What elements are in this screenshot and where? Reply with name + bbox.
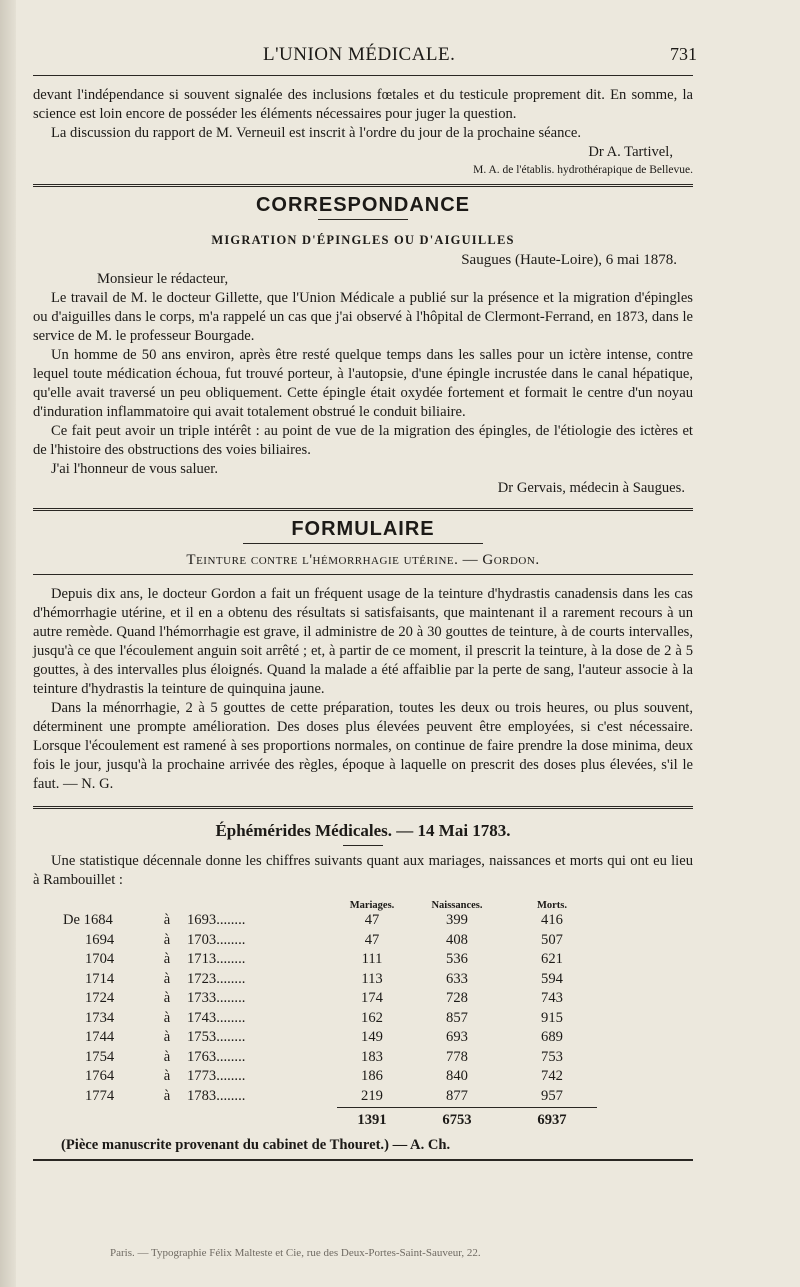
title-underline (243, 543, 483, 544)
period-sep: à (163, 990, 171, 1006)
table-row (63, 1068, 597, 1088)
period-end: 1753........ (187, 1029, 246, 1045)
title-underline (318, 219, 408, 220)
naissances-cell: 693 (446, 1029, 468, 1045)
period-start: 1714 (85, 970, 115, 987)
table-row (63, 1010, 597, 1030)
intro-discussion: La discussion du rapport de M. Verneuil est inscrit à l'ordre du jour de la prochaine séance. (51, 125, 582, 141)
period-start: De 1684 (63, 912, 113, 928)
period-sep: à (163, 1087, 171, 1104)
correspondance-title: CORRESPONDANCE (255, 194, 471, 216)
morts-cell: 416 (541, 912, 563, 928)
naissances-cell: 857 (446, 1009, 468, 1026)
morts-cell: 689 (541, 1029, 563, 1045)
morts-cell: 742 (541, 1068, 563, 1084)
table-row (63, 990, 597, 1010)
signature-tartivel: Dr A. Tartivel, (588, 144, 673, 160)
period-sep: à (163, 931, 171, 948)
table-header-row (63, 894, 597, 912)
period-sep: à (163, 1029, 171, 1045)
table-row (63, 971, 597, 991)
period-start: 1724 (85, 990, 115, 1006)
period-start: 1764 (85, 1068, 115, 1084)
binding-gutter (0, 0, 16, 1287)
page-header (33, 0, 697, 75)
intro-block (33, 76, 693, 178)
intro-paragraph: devant l'indépendance si souvent signalée des inclusions fœtales et du testicule proprement dit. En somme, la science est loin encore de posséder les éléments nécessaires pour juger la question. (33, 87, 693, 122)
table-row (63, 932, 597, 952)
mariages-cell: 183 (361, 1048, 383, 1065)
period-sep: à (163, 1048, 171, 1065)
column-header-mariages: Mariages. (349, 900, 395, 911)
correspondance-subtitle: MIGRATION D'ÉPINGLES OU D'AIGUILLES (211, 233, 515, 247)
salutation: Monsieur le rédacteur, (97, 271, 229, 287)
ephemerides-intro: Une statistique décennale donne les chiffres suivants quant aux mariages, naissances et morts qui ont eu lieu à Rambouillet : (33, 853, 693, 888)
period-start: 1744 (85, 1029, 115, 1045)
morts-cell: 621 (541, 951, 563, 967)
correspondance-p4: J'ai l'honneur de vous saluer. (51, 461, 218, 477)
morts-cell: 957 (541, 1087, 563, 1104)
period-end: 1693........ (187, 912, 246, 928)
subtitle-rule (33, 574, 693, 575)
correspondance-p3: Ce fait peut avoir un triple intérêt : au point de vue de la migration des épingles, de l'étiologie des ictères et de l'histoire des obstructions des voies biliaires. (33, 423, 693, 458)
table-row (63, 1049, 597, 1069)
period-end: 1783........ (187, 1087, 246, 1104)
total-naissances: 6753 (407, 1108, 507, 1133)
ephemerides-source: (Pièce manuscrite provenant du cabinet de Thouret.) — A. Ch. (61, 1137, 451, 1153)
signature-tartivel-role: M. A. de l'établis. hydrothérapique de Bellevue. (473, 164, 693, 176)
mariages-cell: 174 (361, 990, 383, 1006)
naissances-cell: 408 (446, 931, 468, 948)
naissances-cell: 399 (446, 912, 468, 928)
naissances-cell: 877 (446, 1087, 468, 1104)
mariages-cell: 162 (361, 1009, 383, 1026)
morts-cell: 507 (541, 931, 563, 948)
correspondance-p1: Le travail de M. le docteur Gillette, que l'Union Médicale a publié sur la présence et la migration d'épingles ou d'aiguilles dans le corps, m'a rappelé un cas que j'ai observé à l'hôpital de Clermont-Ferrand, en 1873, dans le service de M. le professeur Bourgade. (33, 290, 693, 344)
mariages-cell: 47 (364, 931, 380, 948)
period-start: 1734 (85, 1009, 115, 1026)
mariages-cell: 219 (361, 1087, 383, 1104)
period-start: 1774 (85, 1087, 115, 1104)
formulaire-section (33, 511, 693, 794)
printer-footer: Paris. — Typographie Félix Malteste et Cie, rue des Deux-Portes-Saint-Sauveur, 22. (110, 1247, 481, 1259)
period-end: 1703........ (187, 931, 246, 948)
period-start: 1694 (85, 931, 115, 948)
period-start: 1754 (85, 1048, 115, 1065)
content-column (33, 0, 697, 1161)
bottom-rule (33, 1159, 693, 1161)
mariages-cell: 111 (361, 951, 383, 967)
correspondance-section (33, 187, 693, 498)
formulaire-p1: Depuis dix ans, le docteur Gordon a fait un fréquent usage de la teinture d'hydrastis canadensis dans les cas d'hémorrhagie utérine, et il en a obtenu des résultats si satisfaisants, que maintenant il a rarement recours à un autre remède. Quand l'hémorrhagie est grave, il administre de 20 à 30 gouttes de teinture, à de courts intervalles, jusqu'à ce que l'écoulement anguin soit arrêté ; et, à partir de ce moment, il prescrit la teinture, à la dose de 2 à 5 gouttes, à des intervalles plus éloignés. Quand la malade a été affaiblie par la perte de sang, l'auteur associe à la teinture d'hydrastis la teinture de quinquina jaune. (33, 586, 693, 697)
period-start: 1704 (85, 951, 115, 967)
morts-cell: 915 (541, 1009, 563, 1026)
column-header-naissances: Naissances. (431, 900, 483, 911)
period-sep: à (163, 912, 171, 928)
column-header-morts: Morts. (536, 900, 568, 911)
formulaire-subtitle: Teinture contre l'hémorrhagie utérine. — Gordon. (186, 552, 540, 568)
ephemerides-section (33, 809, 693, 1155)
period-end: 1763........ (187, 1048, 246, 1065)
period-end: 1723........ (187, 970, 246, 987)
table-row (63, 1029, 597, 1049)
page-number: 731 (670, 44, 697, 64)
period-end: 1773........ (187, 1068, 246, 1084)
table-row (63, 912, 597, 932)
statistics-table (63, 894, 597, 1132)
mariages-cell: 149 (361, 1029, 383, 1045)
formulaire-title: FORMULAIRE (291, 518, 435, 540)
period-end: 1743........ (187, 1009, 246, 1026)
naissances-cell: 778 (446, 1048, 468, 1065)
period-sep: à (163, 1009, 171, 1026)
mariages-cell: 47 (364, 912, 380, 928)
period-sep: à (163, 951, 171, 967)
place-date: Saugues (Haute-Loire), 6 mai 1878. (461, 252, 677, 268)
period-end: 1713........ (187, 951, 246, 967)
correspondance-p2: Un homme de 50 ans environ, après être resté quelque temps dans les salles pour un ictère intense, contre lequel toute médication échoua, fut trouvé porteur, à l'autopsie, d'une épingle incrustée dans le canal hépatique, qu'elle avait traversé un peu obliquement. Cette épingle était oxydée fortement et formait le centre d'un noyau d'induration inflammatoire qui avait totalement obstrué le conduit biliaire. (33, 347, 693, 420)
mariages-cell: 186 (361, 1068, 383, 1084)
morts-cell: 743 (541, 990, 563, 1006)
naissances-cell: 633 (446, 970, 468, 987)
mariages-cell: 113 (361, 970, 383, 987)
formulaire-p2: Dans la ménorrhagie, 2 à 5 gouttes de cette préparation, toutes les deux ou trois heures, ou plus souvent, déterminent une prompte amélioration. Des doses plus élevées peuvent être employées, si c'est nécessaire. Lorsque l'écoulement est ramené à ses proportions normales, on continue de faire prendre la dose minima, deux fois le jour, jusqu'à la prochaine arrivée des règles, époque à laquelle on prescrit des doses plus élevées, s'il le faut. — N. G. (33, 700, 693, 792)
table-row (63, 1088, 597, 1108)
running-title: L'UNION MÉDICALE. (263, 44, 456, 65)
table-row (63, 951, 597, 971)
naissances-cell: 840 (446, 1068, 468, 1084)
morts-cell: 594 (541, 970, 563, 987)
morts-cell: 753 (541, 1048, 563, 1065)
period-sep: à (163, 970, 171, 987)
signature-gervais: Dr Gervais, médecin à Saugues. (497, 480, 685, 496)
period-end: 1733........ (187, 990, 246, 1006)
period-sep: à (163, 1068, 171, 1084)
naissances-cell: 536 (446, 951, 468, 967)
total-morts: 6937 (507, 1108, 597, 1133)
title-underline (343, 845, 383, 846)
total-mariages: 1391 (337, 1108, 407, 1133)
ephemerides-title: Éphémérides Médicales. — 14 Mai 1783. (215, 821, 511, 840)
totals-row (63, 1108, 597, 1133)
naissances-cell: 728 (446, 990, 468, 1006)
